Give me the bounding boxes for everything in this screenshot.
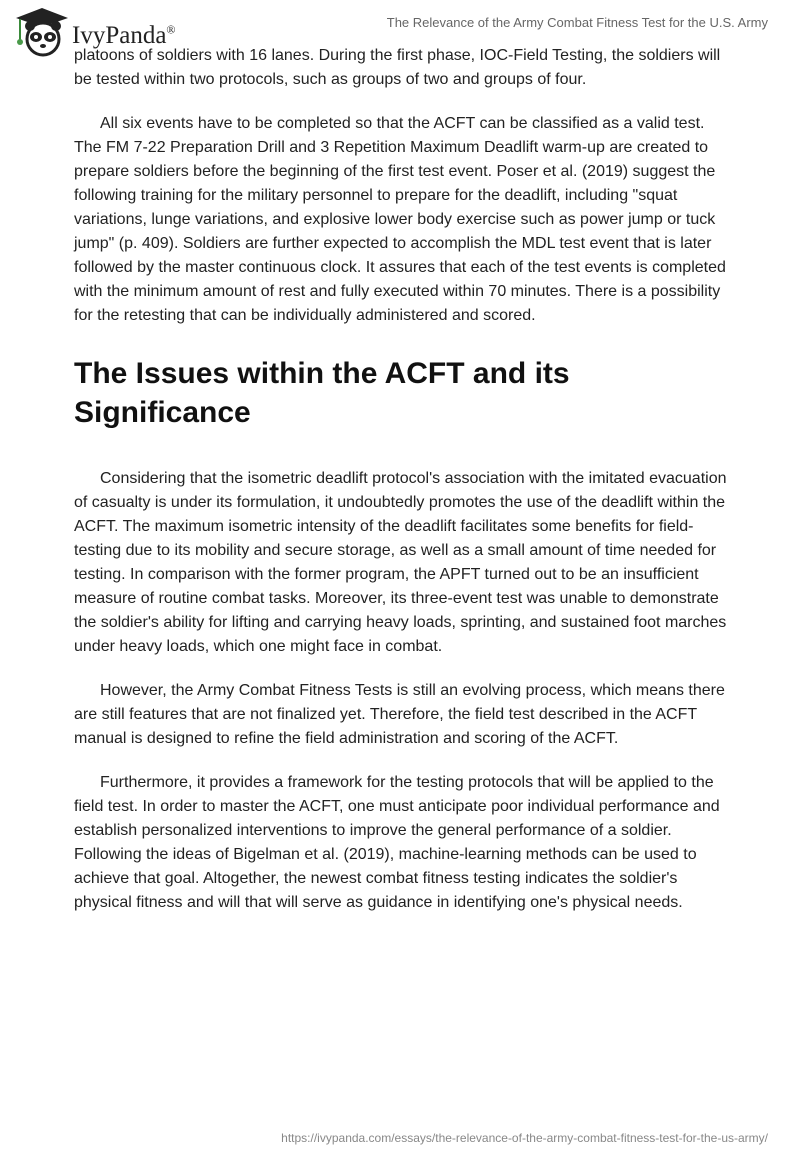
logo-text: IvyPanda (72, 22, 167, 49)
document-title: The Relevance of the Army Combat Fitness Test for the U.S. Army (386, 15, 768, 30)
paragraph: All six events have to be completed so that the ACFT can be classified as a valid test. The FM 7-22 Preparation Drill and 3 Repetition Maximum Deadlift warm-up are created to prepare soldiers before the beginning of the first test event. Poser et al. (2019) suggest the following training for the military personnel to prepare for the deadlift, including "squat variations, lunge variations, and explosive lower body exercise such as power jump or tuck jump" (p. 409). Soldiers are further expected to accomplish the MDL test event that is later followed by the master continuous clock. It assures that each of the test events is completed with the minimum amount of rest and fully executed within 70 minutes. There is a possibility for the retesting that can be individually administered and scored. (74, 115, 726, 324)
registered-mark: ® (166, 22, 176, 37)
paragraph: Considering that the isometric deadlift protocol's association with the imitated evacuation of casualty is under its formulation, it undoubtedly promotes the use of the deadlift within the ACFT. The maximum isometric intensity of the deadlift facilitates some benefits for field-testing due to its mobility and secure storage, as well as a small amount of time needed for testing. In comparison with the former program, the APFT turned out to be an insufficient measure of routine combat tasks. Moreover, its three-event test was unable to demonstrate the soldier's ability for lifting and carrying heavy loads, sprinting, and sustained foot marches under heavy loads, which one might face in combat. (74, 470, 727, 655)
paragraph: platoons of soldiers with 16 lanes. During the first phase, IOC-Field Testing, the soldiers will be tested within two protocols, such as groups of two and groups of four. (74, 47, 721, 88)
source-url[interactable]: https://ivypanda.com/essays/the-relevance-of-the-army-combat-fitness-test-for-the-us-army/ (281, 1131, 768, 1145)
paragraph: Furthermore, it provides a framework for the testing protocols that will be applied to the field test. In order to master the ACFT, one must anticipate poor individual performance and establish personalized interventions to improve the general performance of a soldier. Following the ideas of Bigelman et al. (2019), machine-learning methods can be used to achieve that goal. Altogether, the newest combat fitness testing indicates the soldier's physical fitness and will that will serve as guidance in identifying one's physical needs. (74, 774, 720, 911)
panda-graduate-icon (12, 6, 70, 58)
essay-body (74, 44, 728, 935)
section-heading: The Issues within the ACFT and its Significance (74, 357, 570, 429)
paragraph: However, the Army Combat Fitness Tests is still an evolving process, which means there are still features that are not finalized yet. Therefore, the field test described in the ACFT manual is designed to refine the field administration and scoring of the ACFT. (74, 682, 725, 747)
page-header (0, 0, 800, 50)
